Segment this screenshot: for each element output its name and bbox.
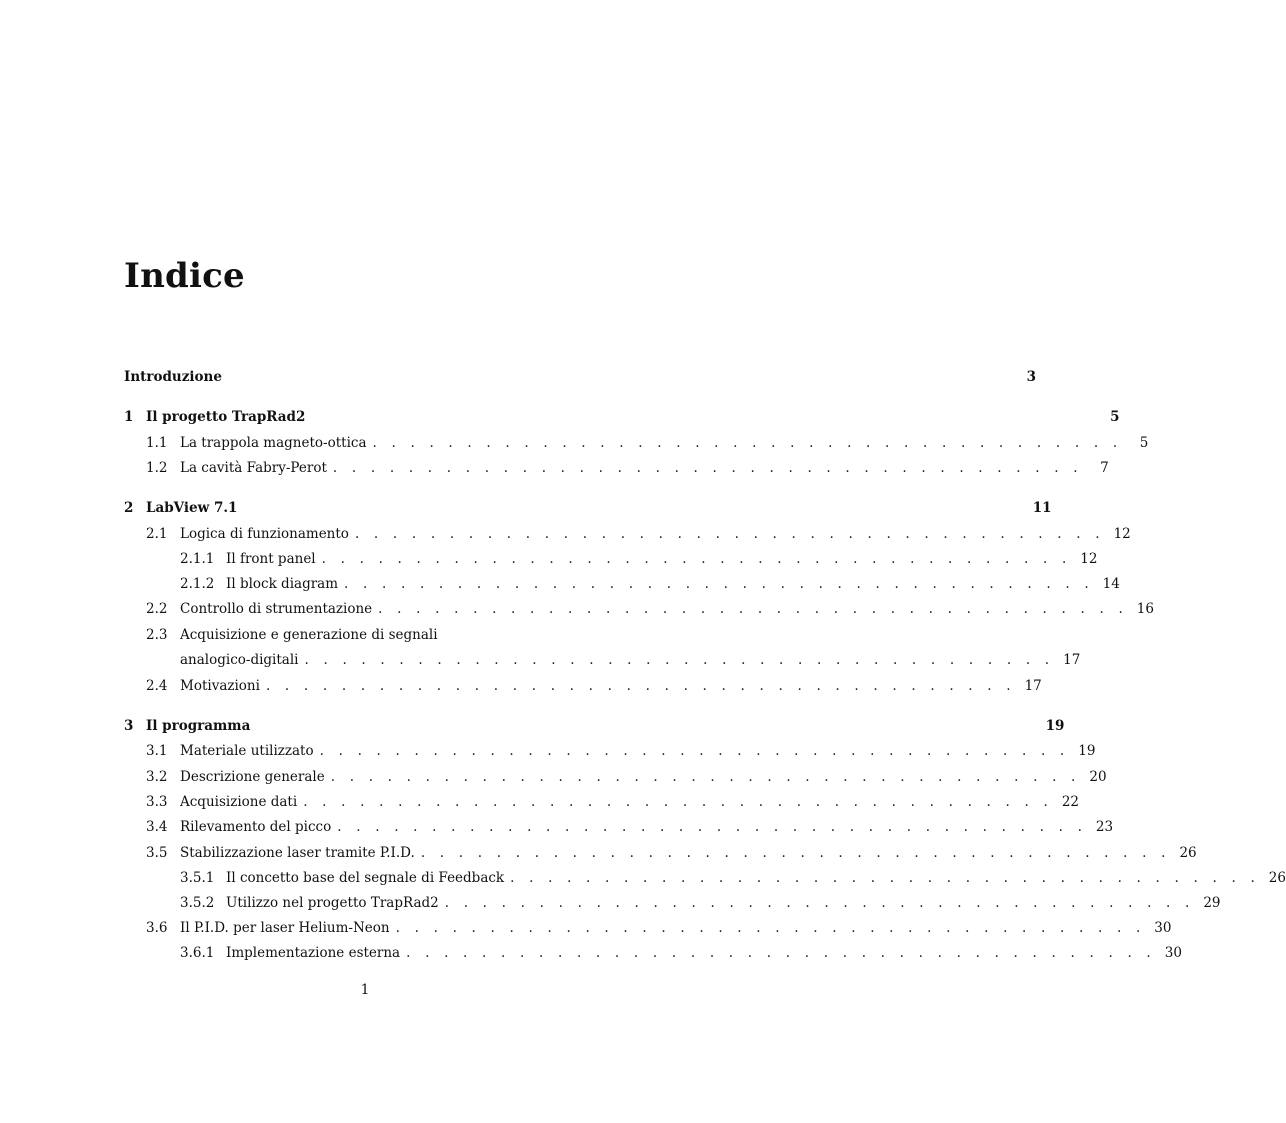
- toc-entry-2-1-1[interactable]: [124, 549, 1098, 569]
- dot-leader: . . . . . . . . . . . . . . . . . . . . . . . . . . . . . . . . . . . . . . . .: [319, 743, 1070, 759]
- toc-number: 1: [124, 409, 134, 425]
- toc-page: 26: [1179, 845, 1197, 861]
- toc-page: 14: [1102, 576, 1120, 592]
- dot-leader: . . . . . . . . . . . . . . . . . . . . . . . . . . . . . . . . . . . . . . . .: [395, 920, 1146, 936]
- toc-title: Stabilizzazione laser tramite P.I.D.: [180, 845, 415, 861]
- toc-title: Utilizzo nel progetto TrapRad2: [226, 895, 439, 911]
- toc-title: Il front panel: [226, 551, 316, 567]
- toc-entry-3-3[interactable]: [124, 792, 1079, 812]
- toc-page: 30: [1164, 945, 1182, 961]
- toc-page: 19: [1078, 743, 1096, 759]
- dot-leader: . . . . . . . . . . . . . . . . . . . . . . . . . . . . . . . . . . . . . . . .: [372, 435, 1123, 451]
- toc-page: 16: [1136, 601, 1154, 617]
- dot-leader: . . . . . . . . . . . . . . . . . . . . . . . . . . . . . . . . . . . . . . . .: [304, 652, 1055, 668]
- toc-title: Acquisizione e generazione di segnali: [180, 627, 438, 643]
- dot-leader: . . . . . . . . . . . . . . . . . . . . . . . . . . . . . . . . . . . . . . . .: [332, 460, 1083, 476]
- toc-entry-2-3-continuation[interactable]: [124, 650, 1081, 670]
- toc-page: 23: [1095, 819, 1114, 835]
- toc-title: La cavità Fabry-Perot: [180, 460, 327, 476]
- toc-title: Il block diagram: [226, 576, 339, 592]
- toc-page: 7: [1100, 460, 1109, 476]
- toc-title: Controllo di strumentazione: [180, 601, 373, 617]
- toc-number: 3.5.1: [180, 870, 215, 886]
- toc-entry-chapter-2[interactable]: [124, 498, 1052, 518]
- toc-number: 3.2: [146, 769, 168, 785]
- toc-entry-1-2[interactable]: [124, 458, 1109, 478]
- dot-leader: . . . . . . . . . . . . . . . . . . . . . . . . . . . . . . . . . . . . . . . .: [354, 526, 1105, 542]
- toc-page: 12: [1113, 526, 1131, 542]
- toc-page: 20: [1089, 769, 1107, 785]
- dot-leader: . . . . . . . . . . . . . . . . . . . . . . . . . . . . . . . . . . . . . . . .: [406, 945, 1156, 961]
- toc-page: 5: [1110, 409, 1120, 425]
- toc-number: 3: [124, 718, 134, 734]
- toc-title: Motivazioni: [180, 678, 260, 694]
- toc-entry-2-4[interactable]: [124, 676, 1042, 696]
- toc-entry-3-4[interactable]: [124, 817, 1114, 837]
- toc-number: 3.5: [146, 845, 168, 861]
- toc-page: 22: [1061, 794, 1079, 810]
- toc-number: 1.1: [146, 435, 168, 451]
- toc-title: La trappola magneto-ottica: [180, 435, 367, 451]
- toc-title: Materiale utilizzato: [180, 743, 314, 759]
- dot-leader: . . . . . . . . . . . . . . . . . . . . . . . . . . . . . . . . . . . . . . . .: [330, 769, 1081, 785]
- toc-entry-introduzione[interactable]: [124, 367, 1037, 387]
- toc-entry-2-2[interactable]: [124, 599, 1154, 619]
- dot-leader: . . . . . . . . . . . . . . . . . . . . . . . . . . . . . . . . . . . . . . . .: [444, 895, 1195, 911]
- toc-number: 2.1: [146, 526, 168, 542]
- dot-leader: . . . . . . . . . . . . . . . . . . . . . . . . . . . . . . . . . . . . . . . .: [303, 794, 1053, 810]
- toc-title: Rilevamento del picco: [180, 819, 332, 835]
- toc-entry-3-5-1[interactable]: [124, 868, 1286, 888]
- toc-entry-3-5-2[interactable]: [124, 893, 1221, 913]
- toc-number: 2.4: [146, 678, 168, 694]
- toc-title: Il programma: [146, 718, 251, 734]
- toc-title: LabView 7.1: [146, 500, 238, 516]
- toc-entry-2-3[interactable]: [124, 625, 604, 645]
- toc-number: 3.6: [146, 920, 168, 936]
- toc-entry-chapter-1[interactable]: [124, 407, 1120, 427]
- toc-entry-2-1[interactable]: [124, 524, 1131, 544]
- toc-title: Introduzione: [124, 369, 222, 385]
- toc-number: 1.2: [146, 460, 168, 476]
- toc-number: 2.2: [146, 601, 168, 617]
- toc-page: 26: [1268, 870, 1286, 886]
- dot-leader: . . . . . . . . . . . . . . . . . . . . . . . . . . . . . . . . . . . . . . . .: [420, 845, 1171, 861]
- toc-page: 5: [1139, 435, 1149, 451]
- toc-page: 11: [1032, 500, 1052, 516]
- toc-number: 3.3: [146, 794, 168, 810]
- toc-number: 2.3: [146, 627, 168, 643]
- toc-title-continuation: analogico-digitali: [180, 652, 299, 668]
- toc-title: Il concetto base del segnale di Feedback: [226, 870, 505, 886]
- toc-page: 29: [1203, 895, 1221, 911]
- toc-number: 2: [124, 500, 134, 516]
- toc-page: 17: [1024, 678, 1042, 694]
- toc-title: Il progetto TrapRad2: [146, 409, 306, 425]
- toc-number: 2.1.1: [180, 551, 215, 567]
- toc-entry-3-6-1[interactable]: [124, 943, 1182, 963]
- page-number: 1: [360, 982, 370, 998]
- dot-leader: . . . . . . . . . . . . . . . . . . . . . . . . . . . . . . . . . . . . . . . .: [337, 819, 1088, 835]
- toc-title: Il P.I.D. per laser Helium-Neon: [180, 920, 390, 936]
- dot-leader: . . . . . . . . . . . . . . . . . . . . . . . . . . . . . . . . . . . . . . . .: [321, 551, 1072, 567]
- toc-number: 3.6.1: [180, 945, 215, 961]
- toc-entry-3-5[interactable]: [124, 843, 1197, 863]
- toc-title: Acquisizione dati: [180, 794, 298, 810]
- toc-page: 3: [1026, 369, 1037, 385]
- dot-leader: . . . . . . . . . . . . . . . . . . . . . . . . . . . . . . . . . . . . . . . .: [265, 678, 1016, 694]
- toc-number: 3.1: [146, 743, 168, 759]
- toc-title: Descrizione generale: [180, 769, 325, 785]
- toc-entry-chapter-3[interactable]: [124, 716, 1065, 736]
- toc-entry-1-1[interactable]: [124, 433, 1149, 453]
- dot-leader: . . . . . . . . . . . . . . . . . . . . . . . . . . . . . . . . . . . . . . . .: [378, 601, 1128, 617]
- toc-entry-3-6[interactable]: [124, 918, 1172, 938]
- toc-title: Implementazione esterna: [226, 945, 401, 961]
- toc-page: 17: [1063, 652, 1081, 668]
- dot-leader: . . . . . . . . . . . . . . . . . . . . . . . . . . . . . . . . . . . . . . . .: [510, 870, 1260, 886]
- dot-leader: . . . . . . . . . . . . . . . . . . . . . . . . . . . . . . . . . . . . . . . .: [344, 576, 1094, 592]
- toc-entry-3-2[interactable]: [124, 767, 1107, 787]
- page-heading: Indice: [124, 256, 245, 296]
- toc-number: 2.1.2: [180, 576, 215, 592]
- toc-number: 3.5.2: [180, 895, 215, 911]
- toc-page: 30: [1154, 920, 1172, 936]
- toc-entry-3-1[interactable]: [124, 741, 1096, 761]
- toc-title: Logica di funzionamento: [180, 526, 349, 542]
- toc-number: 3.4: [146, 819, 168, 835]
- toc-entry-2-1-2[interactable]: [124, 574, 1120, 594]
- toc-page: 12: [1080, 551, 1098, 567]
- toc-page: 19: [1045, 718, 1065, 734]
